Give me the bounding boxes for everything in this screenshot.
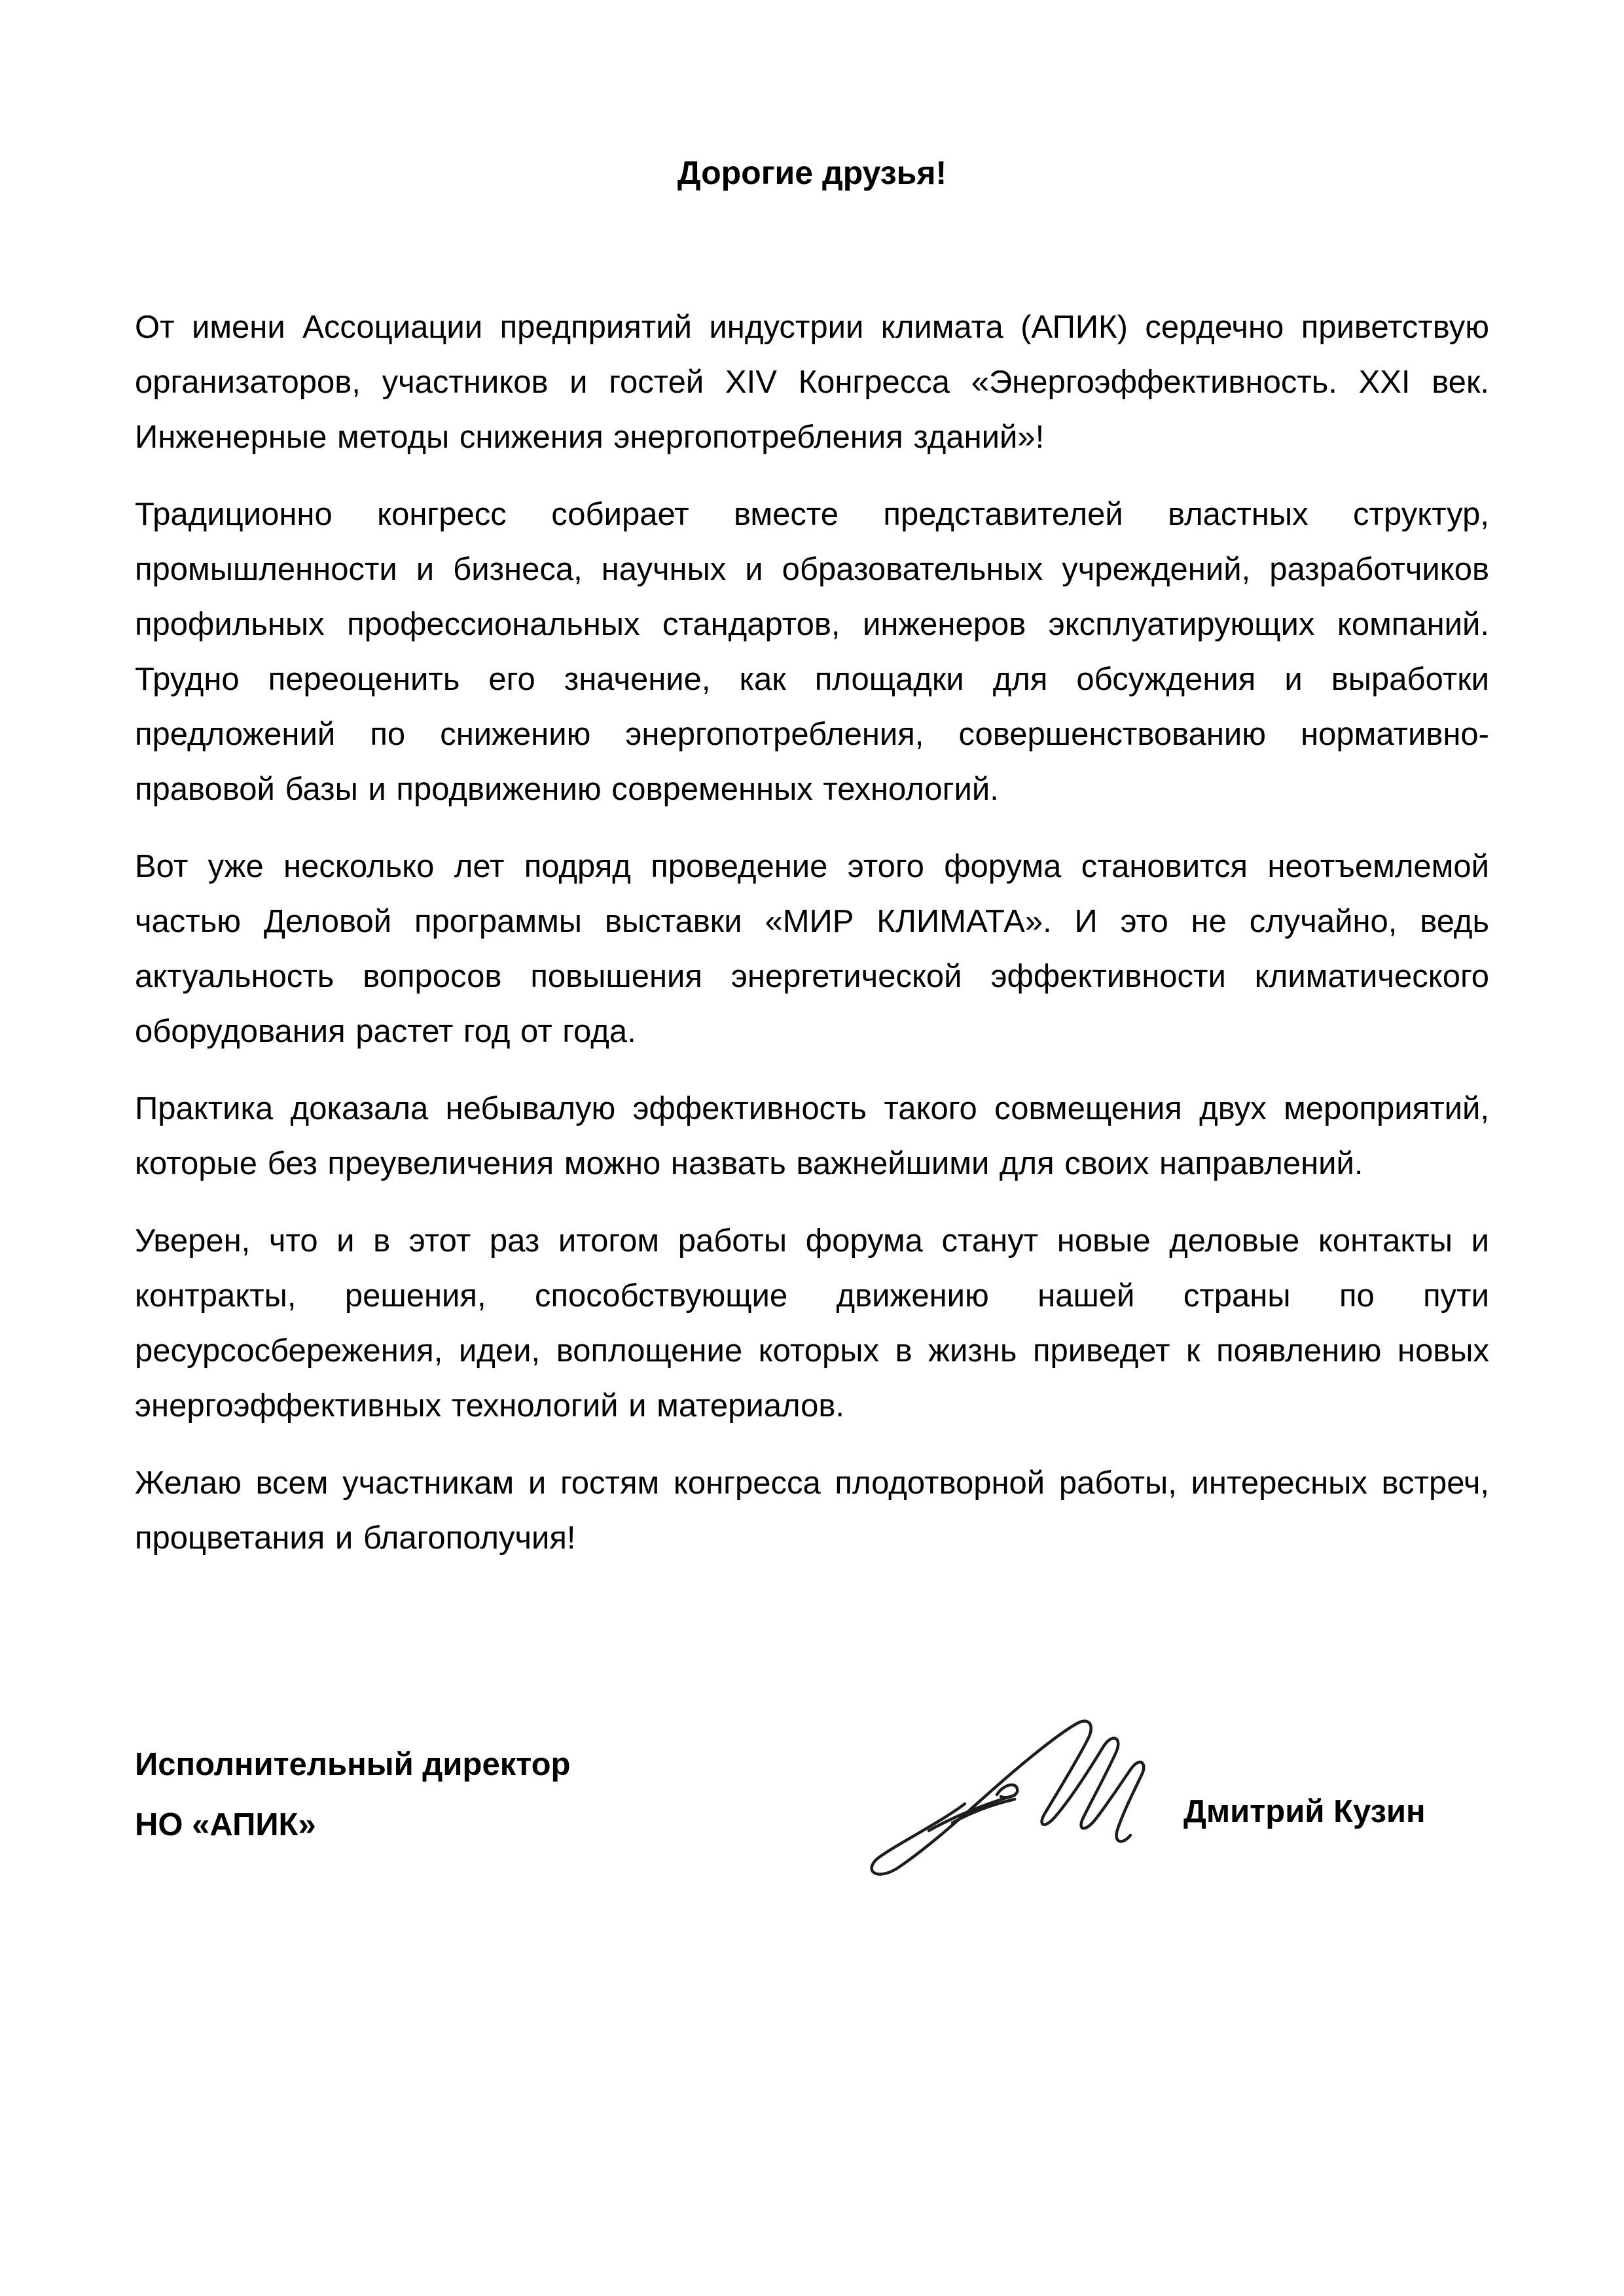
signature-block: [135, 1734, 1489, 1889]
signature-role: [135, 1734, 698, 1855]
signature-role-line-2: НО «АПИК»: [135, 1807, 316, 1842]
letter-body: [135, 300, 1489, 1566]
paragraph-expectations: Уверен, что и в этот раз итогом работы форума станут новые деловые контакты и контракты, решения, способствующие движению нашей страны по пути ресурсосбережения, идеи, воплощение которых в жизнь приведет к появлению новых энергоэффективных технологий и материалов.: [135, 1223, 1489, 1424]
paragraph-congress-purpose: Традиционно конгресс собирает вместе представителей властных структур, промышленности и бизнеса, научных и образовательных учреждений, разработчиков профильных профессиональных стандартов, инженеров эксплуатирующих компаний. Трудно переоценить его значение, как площадки для обсуждения и выработки предложений по снижению энергопотребления, совершенствованию нормативно-правовой базы и продвижению современных технологий.: [135, 497, 1489, 807]
signature-role-line-1: Исполнительный директор: [135, 1747, 571, 1782]
paragraph-practice: Практика доказала небывалую эффективность такого совмещения двух мероприятий, которые без преувеличения можно назвать важнейшими для своих направлений.: [135, 1091, 1489, 1181]
paragraph-greeting: От имени Ассоциации предприятий индустрии климата (АПИК) сердечно приветствую организаторов, участников и гостей XIV Конгресса «Энергоэффективность. XXI век. Инженерные методы снижения энергопотребления зданий»!: [135, 310, 1489, 455]
signature-name: Дмитрий Кузин: [1183, 1794, 1426, 1829]
paragraph-wishes: Желаю всем участникам и гостям конгресса плодотворной работы, интересных встреч, процветания и благополучия!: [135, 1465, 1489, 1556]
letter-title: Дорогие друзья!: [677, 154, 947, 191]
paragraph-forum-exhibition: Вот уже несколько лет подряд проведение этого форума становится неотъемлемой частью Деловой программы выставки «МИР КЛИМАТА». И это не случайно, ведь актуальность вопросов повышения энергетической эффективности климатического оборудования растет год от года.: [135, 849, 1489, 1049]
handwritten-signature-image: [867, 1706, 1148, 1889]
